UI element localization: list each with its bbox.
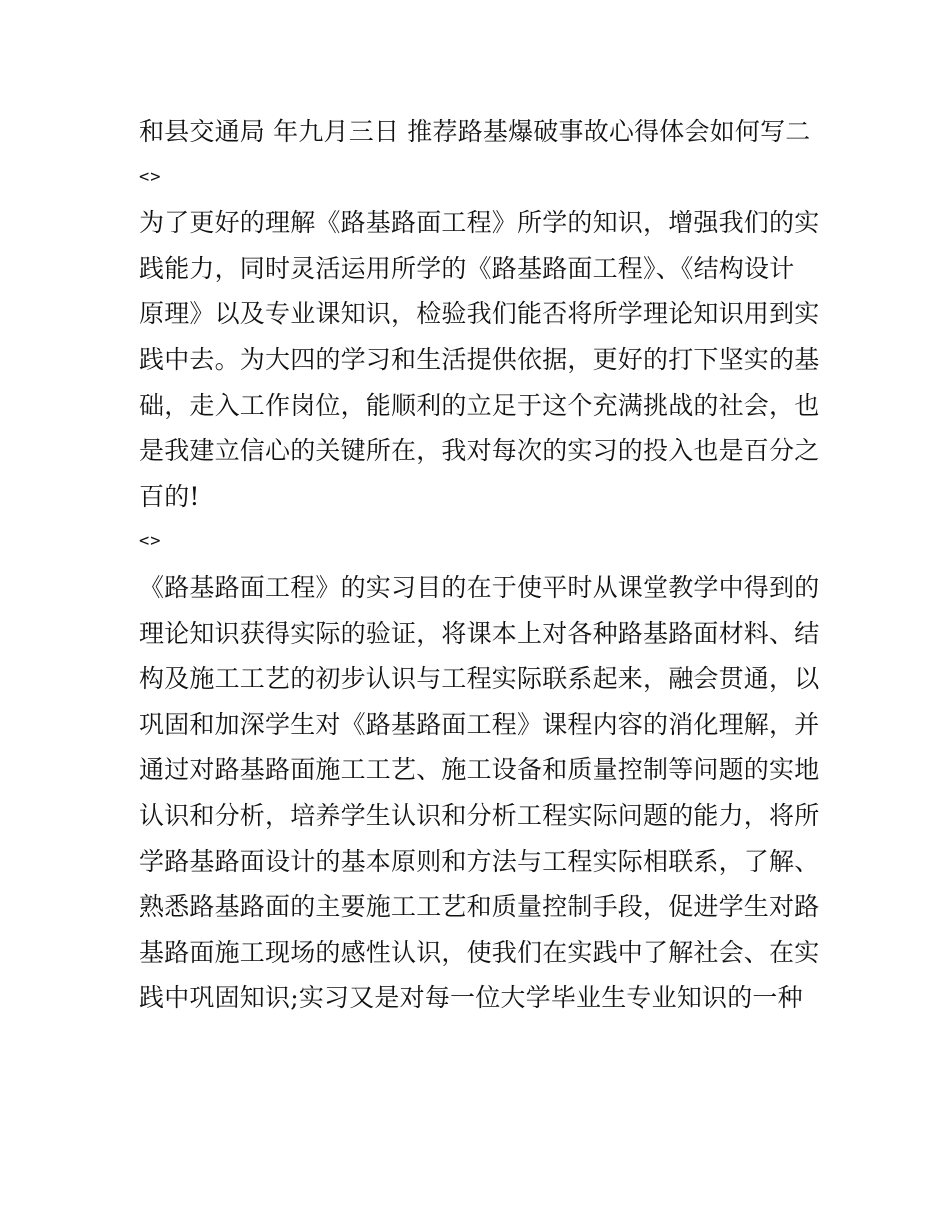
paragraph-line: 《路基路面工程》的实习目的在于使平时从课堂教学中得到的	[139, 572, 820, 602]
paragraph-line: 巩固和加深学生对《路基路面工程》课程内容的消化理解，并	[139, 709, 820, 739]
title-line: 和县交通局 年九月三日 推荐路基爆破事故心得体会如何写二	[139, 117, 811, 146]
paragraph-line: 践能力，同时灵活运用所学的《路基路面工程》、《结构设计	[139, 253, 795, 283]
paragraph-line: 百的!	[139, 481, 200, 511]
paragraph-line: 础，走入工作岗位，能顺利的立足于这个充满挑战的社会，也	[139, 390, 820, 420]
paragraph-2	[139, 565, 819, 1021]
paragraph-line: 认识和分析，培养学生认识和分析工程实际问题的能力，将所	[139, 800, 820, 830]
paragraph-1	[139, 200, 819, 519]
separator-marker: <>	[139, 531, 162, 552]
paragraph-line: 是我建立信心的关键所在，我对每次的实习的投入也是百分之	[139, 436, 820, 466]
paragraph-line: 理论知识获得实际的验证，将课本上对各种路基路面材料、结	[139, 618, 820, 648]
paragraph-line: 基路面施工现场的感性认识，使我们在实践中了解社会、在实	[139, 937, 820, 967]
document-body	[139, 109, 819, 1021]
paragraph-line: 原理》以及专业课知识，检验我们能否将所学理论知识用到实	[139, 299, 820, 329]
paragraph-line: 通过对路基路面施工工艺、施工设备和质量控制等问题的实地	[139, 755, 820, 785]
paragraph-line: 熟悉路基路面的主要施工工艺和质量控制手段，促进学生对路	[139, 892, 820, 922]
paragraph-line: 学路基路面设计的基本原则和方法与工程实际相联系，了解、	[139, 846, 820, 876]
separator-marker: <>	[139, 166, 162, 187]
paragraph-line: 为了更好的理解《路基路面工程》所学的知识，增强我们的实	[139, 208, 820, 238]
paragraph-line: 践中巩固知识;实习又是对每一位大学毕业生专业知识的一种	[139, 983, 803, 1013]
paragraph-line: 构及施工工艺的初步认识与工程实际联系起来，融会贯通，以	[139, 664, 820, 694]
paragraph-line: 践中去。为大四的学习和生活提供依据，更好的打下坚实的基	[139, 344, 820, 374]
